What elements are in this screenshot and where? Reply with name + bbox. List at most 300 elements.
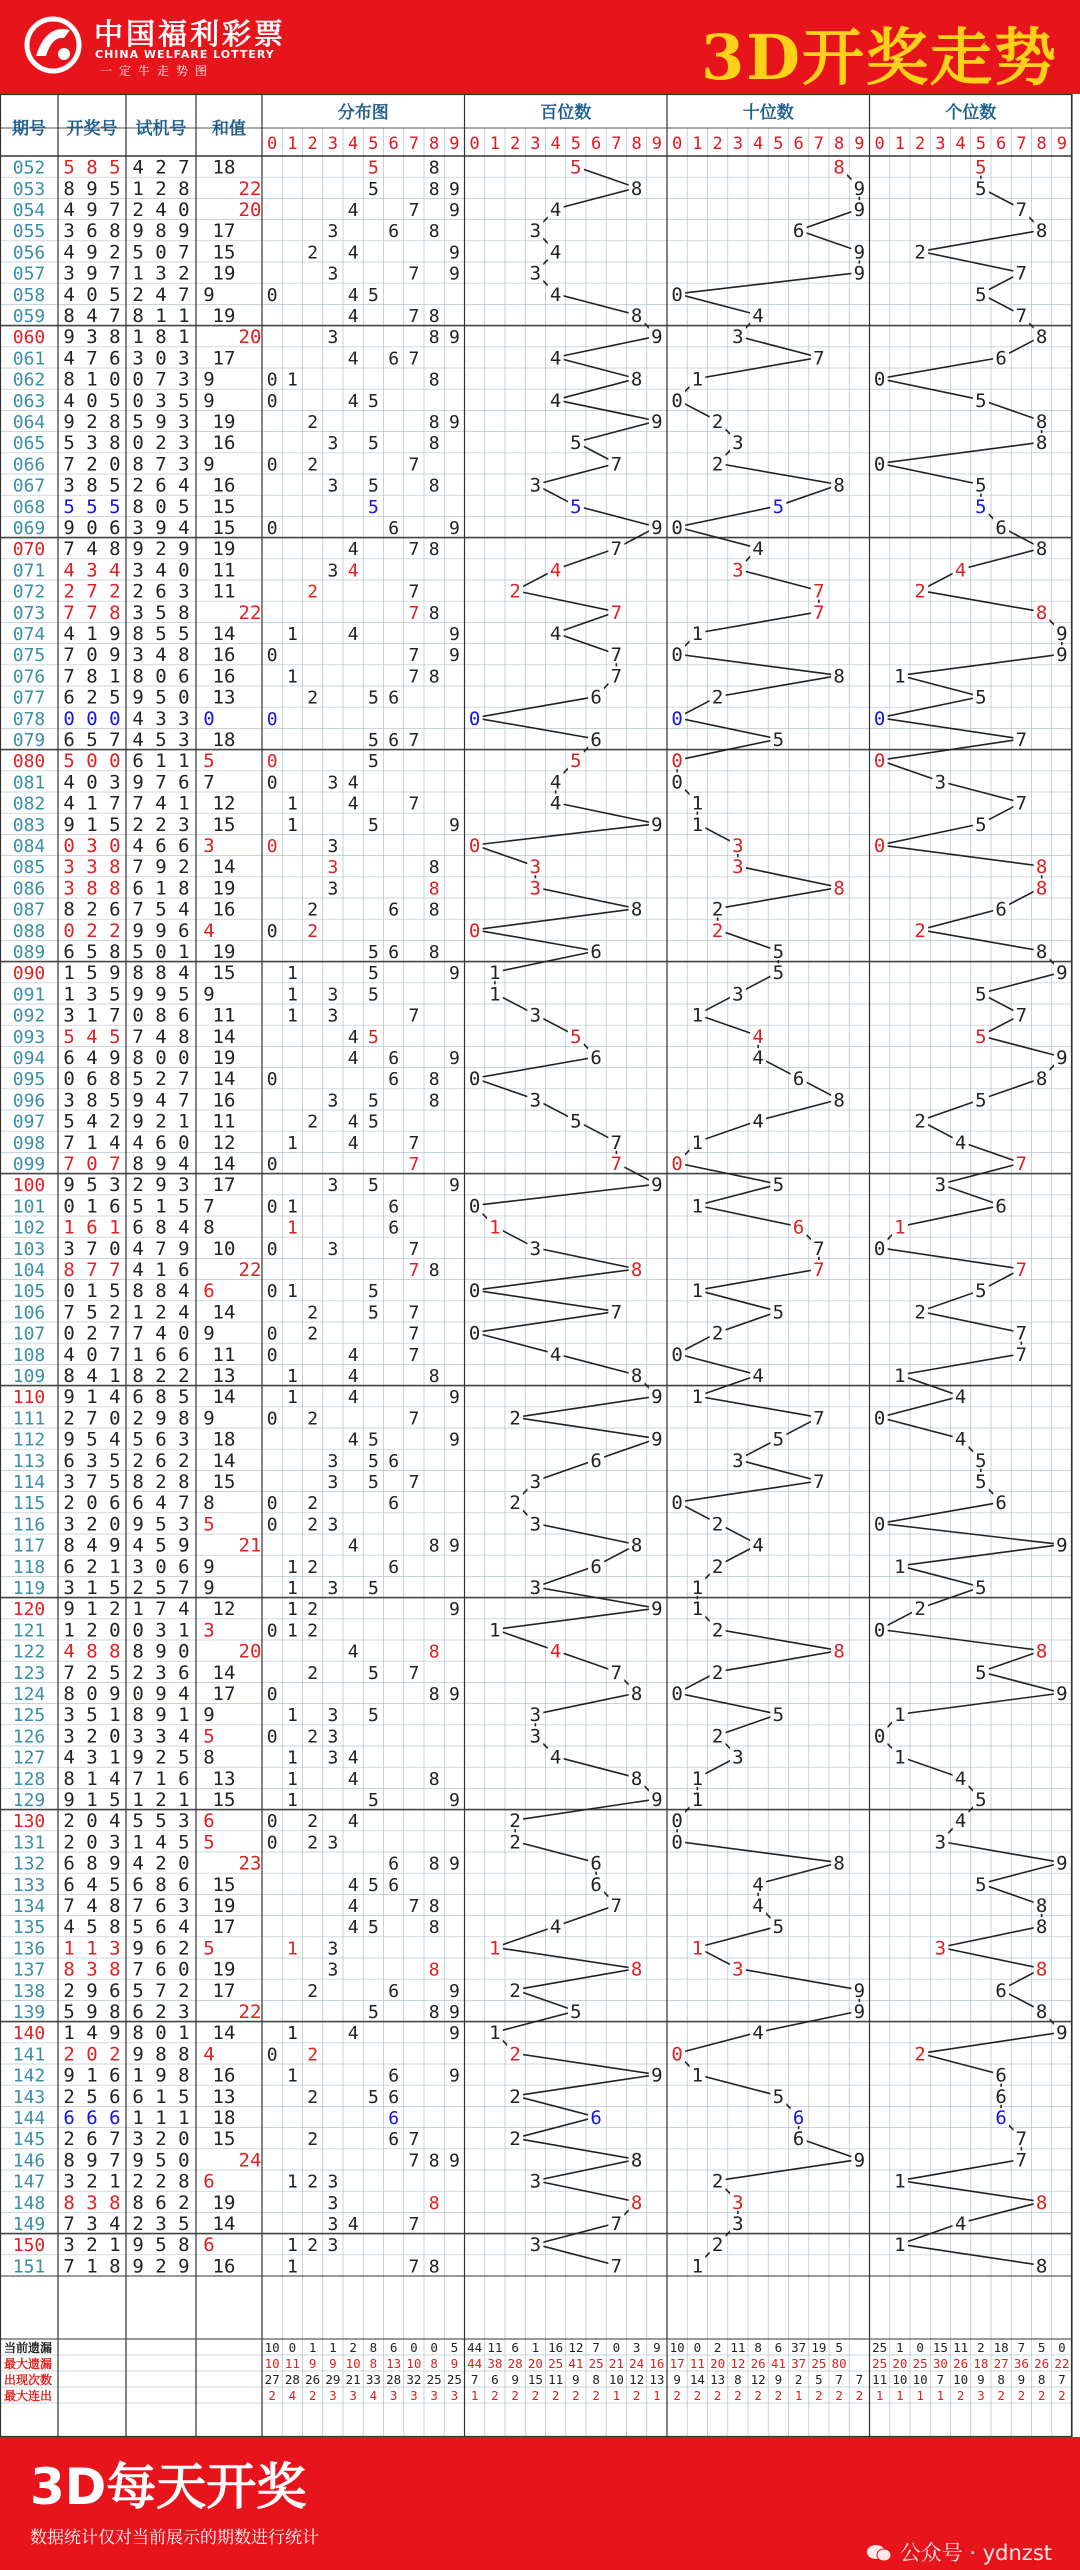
- trend-digit-tens: 4: [752, 1365, 764, 1387]
- row-trial: 4 1 6: [132, 1259, 190, 1281]
- dist-digit: 7: [408, 1132, 420, 1154]
- trend-digit-units: 2: [914, 1110, 926, 1133]
- trend-digit-units: 9: [1056, 2022, 1068, 2045]
- stat-value: 1: [916, 2388, 924, 2403]
- dist-digit: 6: [388, 1853, 400, 1875]
- row-draw: 3 2 1: [63, 2234, 121, 2257]
- stat-value: 2: [956, 2388, 965, 2403]
- digit-header: 5: [975, 134, 986, 154]
- dist-digit: 1: [286, 1132, 298, 1154]
- dist-digit: 5: [367, 963, 379, 985]
- stat-value: 2: [268, 2388, 276, 2403]
- stat-value: 6: [389, 2340, 398, 2355]
- digit-header: 2: [510, 134, 521, 154]
- dist-digit: 6: [388, 2086, 400, 2108]
- row-trial: 8 9 0: [132, 1640, 190, 1663]
- row-draw: 7 3 4: [63, 2213, 121, 2235]
- dist-digit: 2: [307, 2086, 319, 2108]
- row-issue: 055: [12, 221, 46, 243]
- digit-header: 8: [631, 134, 642, 154]
- stat-value: 3: [450, 2388, 459, 2403]
- trend-digit-hundreds: 1: [489, 962, 501, 985]
- row-issue: 149: [12, 2214, 46, 2235]
- trend-digit-units: 5: [975, 686, 987, 709]
- row-trial: 8 9 4: [132, 1153, 190, 1175]
- row-sum: 14: [212, 1068, 236, 1091]
- row-issue: 117: [12, 1535, 46, 1557]
- dist-digit: 0: [266, 1832, 278, 1854]
- stat-value: 25: [811, 2356, 827, 2371]
- row-draw: 0 0 0: [63, 707, 121, 730]
- stat-value: 7: [855, 2372, 864, 2387]
- trend-digit-hundreds: 9: [651, 411, 663, 433]
- footer-note: 数据统计仅对当前展示的期数进行统计: [30, 2528, 319, 2548]
- row-issue: 145: [12, 2129, 46, 2151]
- stat-value: 2: [693, 2388, 702, 2403]
- row-sum: 11: [212, 1004, 236, 1027]
- stat-label: 最大遗漏: [4, 2357, 53, 2371]
- trend-chart: [0, 94, 1080, 2437]
- trend-digit-tens: 8: [833, 474, 845, 497]
- logo-text-cn: 中国福利彩票: [94, 17, 287, 51]
- row-sum: 9: [203, 1407, 215, 1430]
- dist-digit: 9: [448, 263, 460, 285]
- trend-digit-hundreds: 3: [529, 1704, 542, 1727]
- dist-digit: 0: [266, 1281, 278, 1303]
- stat-value: 10: [953, 2372, 969, 2387]
- dist-digit: 4: [347, 306, 359, 327]
- row-draw: 3 1 5: [63, 1577, 121, 1599]
- trend-digit-tens: 1: [691, 1767, 704, 1790]
- dist-digit: 3: [327, 836, 339, 857]
- stat-value: 8: [430, 2356, 438, 2371]
- trend-digit-hundreds: 1: [489, 1937, 501, 1960]
- row-trial: 9 2 9: [132, 538, 190, 561]
- row-issue: 151: [12, 2256, 46, 2278]
- trend-digit-units: 6: [995, 347, 1007, 370]
- trend-digit-tens: 6: [792, 1068, 805, 1091]
- row-sum: 18: [212, 2107, 236, 2129]
- dist-digit: 8: [428, 2192, 440, 2214]
- trend-digit-units: 3: [934, 771, 947, 794]
- stat-value: 30: [932, 2356, 948, 2371]
- row-sum: 16: [212, 474, 236, 497]
- trend-digit-units: 8: [1035, 1895, 1048, 1917]
- row-trial: 0 3 1: [132, 1619, 190, 1642]
- dist-digit: 1: [286, 793, 298, 815]
- stat-value: 1: [531, 2340, 540, 2355]
- row-draw: 3 8 5: [63, 1089, 121, 1112]
- stat-value: 5: [835, 2340, 843, 2355]
- trend-digit-tens: 8: [833, 665, 845, 688]
- row-issue: 144: [12, 2108, 46, 2129]
- dist-digit: 9: [448, 963, 460, 985]
- trend-digit-units: 5: [975, 495, 987, 518]
- dist-digit: 1: [286, 624, 298, 645]
- dist-digit: 5: [367, 1302, 379, 1324]
- trend-digit-tens: 7: [813, 601, 825, 624]
- trend-digit-hundreds: 6: [590, 1873, 602, 1896]
- trend-digit-units: 7: [1015, 1153, 1028, 1175]
- trend-digit-tens: 6: [792, 2128, 805, 2151]
- row-draw: 7 7 8: [63, 601, 121, 624]
- digit-header: 3: [732, 134, 743, 154]
- trend-digit-units: 5: [975, 177, 987, 200]
- row-draw: 9 3 8: [63, 326, 121, 349]
- trend-digit-hundreds: 5: [570, 750, 582, 773]
- stat-value: 0: [430, 2340, 438, 2355]
- row-trial: 9 6 2: [132, 1937, 190, 1960]
- row-draw: 8 7 7: [63, 1259, 121, 1281]
- stat-value: 7: [835, 2372, 843, 2387]
- dist-digit: 1: [286, 1790, 298, 1811]
- dist-digit: 3: [327, 263, 339, 285]
- dist-digit: 4: [347, 1344, 359, 1366]
- trend-digit-hundreds: 7: [610, 2255, 623, 2278]
- row-draw: 6 3 5: [63, 1449, 121, 1472]
- trend-digit-hundreds: 0: [468, 919, 481, 942]
- stat-value: 8: [754, 2340, 762, 2355]
- trend-digit-hundreds: 5: [570, 2001, 582, 2023]
- row-sum: 9: [203, 983, 215, 1006]
- digit-header: 9: [449, 134, 460, 154]
- dist-digit: 3: [327, 857, 339, 879]
- trend-digit-hundreds: 9: [651, 1174, 663, 1197]
- trend-digit-tens: 3: [732, 1746, 744, 1769]
- row-trial: 6 1 1: [132, 750, 190, 773]
- row-sum: 15: [212, 495, 236, 518]
- row-sum: 19: [212, 305, 236, 327]
- trend-digit-hundreds: 5: [570, 1025, 582, 1048]
- trend-digit-units: 5: [975, 813, 987, 836]
- dist-digit: 2: [307, 1556, 319, 1578]
- stat-value: 2: [551, 2388, 560, 2403]
- row-draw: 7 8 1: [63, 665, 121, 688]
- row-draw: 5 0 0: [63, 750, 121, 773]
- dist-digit: 5: [367, 1662, 379, 1684]
- row-trial: 3 3 4: [132, 1725, 190, 1748]
- trend-digit-units: 1: [894, 665, 906, 688]
- row-issue: 121: [12, 1620, 46, 1642]
- digit-header: 0: [469, 134, 480, 154]
- trend-digit-units: 6: [995, 517, 1007, 539]
- row-sum: 6: [203, 2234, 215, 2257]
- row-draw: 5 8 5: [63, 156, 121, 179]
- dist-digit: 9: [448, 242, 460, 264]
- row-issue: 127: [12, 1747, 46, 1769]
- stat-value: 2: [1017, 2388, 1026, 2403]
- row-draw: 6 5 8: [63, 941, 121, 963]
- dist-digit: 8: [428, 1535, 440, 1557]
- dist-digit: 9: [448, 624, 460, 645]
- stat-value: 13: [386, 2356, 402, 2371]
- row-draw: 1 2 0: [63, 1619, 121, 1642]
- dist-digit: 8: [428, 1684, 440, 1705]
- trend-digit-hundreds: 3: [529, 1577, 542, 1599]
- stat-value: 18: [973, 2356, 989, 2371]
- stat-value: 11: [689, 2356, 705, 2371]
- row-issue: 086: [12, 878, 46, 900]
- trend-digit-tens: 5: [772, 1704, 785, 1727]
- stat-value: 9: [572, 2372, 580, 2387]
- row-issue: 133: [12, 1874, 46, 1896]
- row-sum: 9: [203, 283, 215, 306]
- row-issue: 143: [12, 2086, 46, 2108]
- row-draw: 5 3 8: [63, 432, 121, 455]
- trend-digit-units: 0: [873, 1619, 886, 1642]
- trend-digit-tens: 6: [792, 1216, 805, 1239]
- trend-digit-units: 8: [1035, 1958, 1048, 1981]
- row-trial: 9 5 0: [132, 2149, 190, 2172]
- trend-digit-hundreds: 3: [529, 1004, 542, 1027]
- stat-value: 1: [612, 2388, 621, 2403]
- row-trial: 8 2 8: [132, 1471, 190, 1493]
- dist-digit: 4: [347, 624, 359, 645]
- dist-digit: 3: [327, 1514, 339, 1536]
- dist-digit: 1: [286, 1599, 298, 1621]
- dist-digit: 4: [347, 1768, 359, 1790]
- row-trial: 2 2 8: [132, 2170, 190, 2193]
- row-issue: 095: [12, 1069, 46, 1091]
- trend-digit-hundreds: 2: [509, 1979, 521, 2002]
- dist-digit: 5: [367, 1090, 379, 1112]
- stat-value: 25: [872, 2340, 888, 2355]
- row-issue: 062: [12, 369, 46, 391]
- dist-digit: 4: [347, 1917, 359, 1939]
- dist-digit: 1: [286, 1578, 298, 1599]
- stat-value: 6: [774, 2340, 783, 2355]
- row-issue: 053: [12, 178, 46, 200]
- dist-digit: 8: [428, 1260, 440, 1281]
- row-trial: 1 7 4: [132, 1598, 190, 1621]
- trend-digit-tens: 3: [732, 559, 744, 582]
- trend-digit-units: 1: [894, 1365, 906, 1387]
- dist-digit: 0: [266, 2044, 278, 2066]
- row-sum: 19: [212, 1047, 236, 1069]
- stat-value: 5: [1037, 2340, 1046, 2355]
- dist-digit: 9: [448, 645, 460, 667]
- row-issue: 116: [12, 1514, 46, 1536]
- row-draw: 4 1 7: [63, 792, 121, 815]
- trend-digit-units: 5: [975, 1025, 987, 1048]
- trend-digit-hundreds: 5: [570, 1110, 582, 1133]
- row-trial: 8 5 5: [132, 623, 190, 645]
- trend-digit-tens: 3: [732, 326, 744, 349]
- row-issue: 126: [12, 1726, 46, 1748]
- trend-digit-hundreds: 6: [590, 1555, 602, 1578]
- dist-digit: 6: [388, 1874, 400, 1896]
- dist-digit: 3: [327, 1832, 339, 1854]
- dist-digit: 3: [327, 475, 339, 497]
- stat-value: 8: [592, 2372, 600, 2387]
- stat-value: 38: [487, 2356, 503, 2371]
- trend-digit-units: 8: [1035, 538, 1048, 561]
- row-sum: 14: [212, 2213, 236, 2235]
- row-sum: 19: [212, 1958, 236, 1981]
- stat-value: 18: [993, 2340, 1009, 2355]
- stat-value: 9: [329, 2356, 337, 2371]
- dist-digit: 2: [307, 1726, 319, 1748]
- row-trial: 7 5 4: [132, 898, 190, 921]
- trend-digit-hundreds: 3: [529, 1513, 542, 1536]
- trend-digit-hundreds: 1: [489, 2022, 501, 2045]
- trend-digit-units: 5: [975, 474, 987, 497]
- row-sum: 13: [212, 1365, 236, 1387]
- row-issue: 130: [12, 1811, 46, 1833]
- dist-digit: 7: [408, 1344, 420, 1366]
- dist-digit: 3: [327, 2171, 339, 2193]
- trend-digit-tens: 4: [752, 538, 764, 561]
- row-sum: 12: [212, 1598, 236, 1621]
- row-sum: 14: [212, 1301, 236, 1324]
- row-trial: 4 2 0: [132, 1852, 190, 1875]
- trend-digit-tens: 8: [833, 1640, 845, 1663]
- trend-digit-tens: 0: [671, 707, 683, 730]
- dist-digit: 5: [367, 1874, 379, 1896]
- dist-digit: 5: [367, 687, 379, 709]
- row-draw: 7 5 2: [63, 1301, 121, 1324]
- row-trial: 0 3 5: [132, 389, 190, 412]
- trend-digit-units: 8: [1035, 220, 1048, 243]
- dist-digit: 9: [448, 2023, 460, 2045]
- digit-header: 2: [915, 134, 926, 154]
- row-sum: 13: [212, 1767, 236, 1790]
- dist-digit: 7: [408, 200, 420, 221]
- trend-digit-tens: 3: [732, 1958, 744, 1981]
- trend-digit-units: 5: [975, 1577, 987, 1599]
- trend-digit-hundreds: 8: [630, 1958, 643, 1981]
- dist-digit: 3: [327, 1238, 339, 1260]
- stat-value: 0: [693, 2340, 702, 2355]
- trend-digit-hundreds: 9: [651, 326, 663, 349]
- stat-value: 37: [791, 2340, 807, 2355]
- trend-digit-tens: 5: [772, 729, 785, 751]
- trend-digit-units: 3: [934, 1831, 947, 1854]
- stat-value: 1: [329, 2340, 337, 2355]
- dist-digit: 5: [367, 496, 379, 518]
- trend-digit-units: 8: [1035, 326, 1048, 349]
- row-sum: 6: [203, 1810, 215, 1833]
- row-trial: 3 4 0: [132, 559, 190, 582]
- dist-digit: 0: [266, 1684, 278, 1705]
- dist-digit: 6: [388, 730, 400, 751]
- trend-digit-hundreds: 4: [549, 347, 562, 370]
- dist-digit: 9: [448, 2002, 460, 2023]
- trend-digit-tens: 2: [711, 2170, 724, 2193]
- row-trial: 1 1 1: [132, 2107, 190, 2129]
- row-trial: 7 1 6: [132, 1767, 190, 1790]
- dist-digit: 1: [286, 369, 298, 391]
- dist-digit: 2: [307, 1323, 319, 1345]
- row-issue: 103: [12, 1238, 46, 1260]
- trend-digit-units: 5: [975, 156, 987, 179]
- block-header-tens: 十位数: [742, 103, 794, 123]
- trend-digit-units: 5: [975, 1089, 987, 1112]
- digit-header: 6: [996, 134, 1007, 154]
- digit-header: 2: [712, 134, 723, 154]
- trend-digit-tens: 1: [691, 2064, 704, 2087]
- dist-digit: 1: [286, 1556, 298, 1578]
- row-draw: 3 2 1: [63, 2170, 121, 2193]
- stat-value: 1: [896, 2340, 904, 2355]
- row-trial: 0 9 4: [132, 1683, 190, 1705]
- dist-digit: 7: [408, 1896, 420, 1917]
- dist-digit: 7: [408, 348, 420, 370]
- row-trial: 2 4 7: [132, 283, 190, 306]
- stat-value: 15: [527, 2372, 543, 2387]
- dist-digit: 7: [408, 1408, 420, 1430]
- dist-digit: 0: [266, 454, 278, 476]
- trend-digit-tens: 7: [813, 1237, 825, 1260]
- trend-digit-units: 9: [1056, 644, 1068, 667]
- stat-value: 11: [548, 2372, 564, 2387]
- trend-digit-tens: 5: [772, 495, 785, 518]
- dist-digit: 7: [408, 2256, 420, 2278]
- stat-value: 3: [632, 2340, 641, 2355]
- row-draw: 5 5 5: [63, 495, 121, 518]
- trend-digit-units: 7: [1015, 1322, 1028, 1345]
- trend-digit-tens: 2: [711, 411, 724, 433]
- stat-value: 1: [875, 2388, 884, 2403]
- dist-digit: 5: [367, 1472, 379, 1493]
- dist-digit: 2: [307, 454, 319, 476]
- dist-digit: 0: [266, 1069, 278, 1091]
- row-sum: 16: [212, 2255, 236, 2278]
- row-issue: 131: [12, 1832, 46, 1854]
- row-draw: 9 0 6: [63, 517, 121, 539]
- row-draw: 5 4 5: [63, 1025, 121, 1048]
- dist-digit: 3: [327, 1450, 339, 1472]
- trend-digit-units: 7: [1015, 792, 1028, 815]
- row-issue: 080: [12, 751, 46, 773]
- row-draw: 3 1 7: [63, 1004, 121, 1027]
- row-trial: 1 3 2: [132, 262, 190, 285]
- row-sum: 3: [203, 835, 215, 857]
- trend-digit-tens: 0: [671, 750, 683, 773]
- row-trial: 6 8 6: [132, 1873, 190, 1896]
- dist-digit: 5: [367, 730, 379, 751]
- dist-digit: 1: [286, 2023, 298, 2045]
- row-sum: 16: [212, 1089, 236, 1112]
- digit-header: 1: [287, 134, 298, 154]
- dist-digit: 3: [327, 433, 339, 455]
- row-draw: 2 9 6: [63, 1979, 121, 2002]
- row-sum: 11: [212, 580, 236, 603]
- row-issue: 135: [12, 1917, 46, 1939]
- dist-digit: 4: [347, 348, 359, 370]
- row-trial: 4 6 0: [132, 1131, 190, 1154]
- row-draw: 6 6 6: [63, 2107, 121, 2129]
- stat-value: 4: [288, 2388, 297, 2403]
- row-sum: 14: [212, 1386, 236, 1409]
- dist-digit: 8: [428, 857, 440, 879]
- dist-digit: 3: [327, 327, 339, 349]
- row-sum: 15: [212, 1873, 236, 1896]
- trend-digit-tens: 0: [671, 517, 683, 539]
- trend-digit-units: 5: [975, 1280, 987, 1303]
- row-draw: 0 6 8: [63, 1068, 121, 1091]
- stat-value: 2: [308, 2388, 317, 2403]
- dist-digit: 0: [266, 708, 278, 730]
- row-sum: 14: [212, 2022, 236, 2045]
- row-trial: 1 2 4: [132, 1301, 190, 1324]
- row-sum: 3: [203, 1619, 215, 1642]
- dist-digit: 8: [428, 1853, 440, 1875]
- trend-digit-units: 0: [873, 707, 886, 730]
- row-sum: 9: [203, 1555, 215, 1578]
- row-sum: 18: [212, 156, 236, 179]
- trend-digit-hundreds: 4: [549, 1746, 562, 1769]
